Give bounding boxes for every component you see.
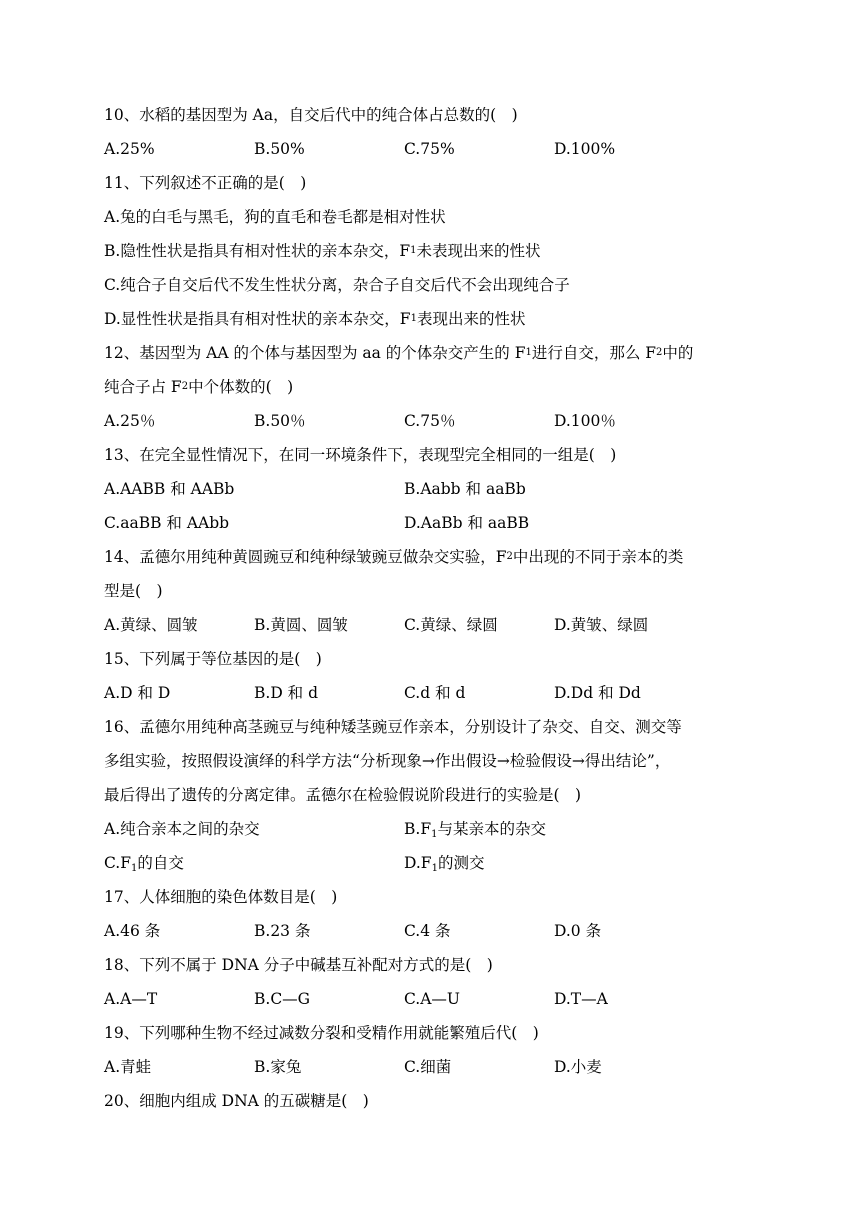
q14-option: C.黄绿、绿圆 bbox=[404, 616, 498, 634]
q13-option: B.Aabb 和 aaBb bbox=[404, 480, 526, 498]
q15-options-row bbox=[104, 676, 764, 710]
q15-option: B.D 和 d bbox=[254, 684, 319, 702]
q17-option: A.46 条 bbox=[104, 922, 161, 940]
q16-option: A.纯合亲本之间的杂交 bbox=[104, 820, 260, 838]
q19-options-row bbox=[104, 1050, 764, 1084]
q18-options-row bbox=[104, 982, 764, 1016]
q10-option: B.50% bbox=[254, 140, 305, 158]
q11-option: B.隐性性状是指具有相对性状的亲本杂交，F 1 未表现出来的性状 bbox=[104, 242, 541, 260]
q10-stem-line: 10、水稻的基因型为 Aa，自交后代中的纯合体占总数的( ) bbox=[104, 106, 518, 124]
q14-option: A.黄绿、圆皱 bbox=[104, 616, 198, 634]
q18-option: C.A—U bbox=[404, 990, 460, 1008]
q20-stem-line: 20、细胞内组成 DNA 的五碳糖是( ) bbox=[104, 1092, 369, 1110]
q14-options-row bbox=[104, 608, 764, 642]
q13-options-row bbox=[104, 472, 764, 506]
q13-option: A.AABB 和 AABb bbox=[104, 480, 235, 498]
q15-stem-line: 15、下列属于等位基因的是( ) bbox=[104, 650, 322, 668]
q12-stem-line: 12、基因型为 AA 的个体与基因型为 aa 的个体杂交产生的 F 1 进行自交，那么 F 2 中的 bbox=[104, 344, 694, 362]
q17-option: C.4 条 bbox=[404, 922, 451, 940]
q19-stem-line: 19、下列哪种生物不经过减数分裂和受精作用就能繁殖后代( ) bbox=[104, 1024, 539, 1042]
q15-option: D.Dd 和 Dd bbox=[554, 684, 641, 702]
q16-option: $B.F_1$与某亲本的杂交 bbox=[404, 820, 546, 840]
q18-option: A.A—T bbox=[104, 990, 158, 1008]
q10-option: C.75% bbox=[404, 140, 455, 158]
q13-stem-line: 13、在完全显性情况下，在同一环境条件下，表现型完全相同的一组是( ) bbox=[104, 446, 617, 464]
q14-option: D.黄皱、绿圆 bbox=[554, 616, 649, 634]
q16-options-row bbox=[104, 846, 764, 880]
q18-stem-line: 18、下列不属于 DNA 分子中碱基互补配对方式的是( ) bbox=[104, 956, 493, 974]
q12-option: D.100％ bbox=[554, 412, 616, 430]
q17-options-row bbox=[104, 914, 764, 948]
q12-option: C.75％ bbox=[404, 412, 456, 430]
q10-options-row bbox=[104, 132, 764, 166]
q18-option: D.T—A bbox=[554, 990, 608, 1008]
q12-options-row bbox=[104, 404, 764, 438]
q19-option: C.细菌 bbox=[404, 1058, 452, 1076]
q15-option: A.D 和 D bbox=[104, 684, 171, 702]
q16-stem-line: 多组实验，按照假设演绎的科学方法“分析现象→作出假设→检验假设→得出结论”， bbox=[104, 752, 671, 770]
q12-stem-line: 纯合子占 F 2 中个体数的( ) bbox=[104, 378, 294, 396]
q18-option: B.C—G bbox=[254, 990, 311, 1008]
q14-stem-line: 型是( ) bbox=[104, 582, 163, 600]
q14-stem-line: 14、孟德尔用纯种黄圆豌豆和纯种绿皱豌豆做杂交实验，F 2 中出现的不同于亲本的类 bbox=[104, 548, 684, 566]
q16-stem-line: 16、孟德尔用纯种高茎豌豆与纯种矮茎豌豆作亲本，分别设计了杂交、自交、测交等 bbox=[104, 718, 682, 736]
q12-option: B.50％ bbox=[254, 412, 306, 430]
q13-options-row bbox=[104, 506, 764, 540]
q11-option: D.显性性状是指具有相对性状的亲本杂交，F 1 表现出来的性状 bbox=[104, 310, 526, 328]
q19-option: A.青蛙 bbox=[104, 1058, 152, 1076]
q11-option: C.纯合子自交后代不发生性状分离，杂合子自交后代不会出现纯合子 bbox=[104, 276, 570, 294]
q12-option: A.25％ bbox=[104, 412, 156, 430]
q10-option: D.100% bbox=[554, 140, 616, 158]
q17-option: D.0 条 bbox=[554, 922, 602, 940]
q13-option: D.AaBb 和 aaBB bbox=[404, 514, 530, 532]
q16-options-row bbox=[104, 812, 764, 846]
q19-option: D.小麦 bbox=[554, 1058, 602, 1076]
q19-option: B.家兔 bbox=[254, 1058, 302, 1076]
q13-option: C.aaBB 和 AAbb bbox=[104, 514, 230, 532]
q17-stem-line: 17、人体细胞的染色体数目是( ) bbox=[104, 888, 338, 906]
q17-option: B.23 条 bbox=[254, 922, 311, 940]
q16-stem-line: 最后得出了遗传的分离定律。孟德尔在检验假说阶段进行的实验是( ) bbox=[104, 786, 582, 804]
q11-option: A.兔的白毛与黑毛，狗的直毛和卷毛都是相对性状 bbox=[104, 208, 446, 226]
q16-option: $D.F_1$的测交 bbox=[404, 854, 485, 874]
exam-page bbox=[104, 98, 764, 1118]
q11-stem-line: 11、下列叙述不正确的是( ) bbox=[104, 174, 307, 192]
q10-option: A.25% bbox=[104, 140, 155, 158]
q16-option: $C.F_1$的自交 bbox=[104, 854, 184, 874]
q15-option: C.d 和 d bbox=[404, 684, 466, 702]
q14-option: B.黄圆、圆皱 bbox=[254, 616, 348, 634]
